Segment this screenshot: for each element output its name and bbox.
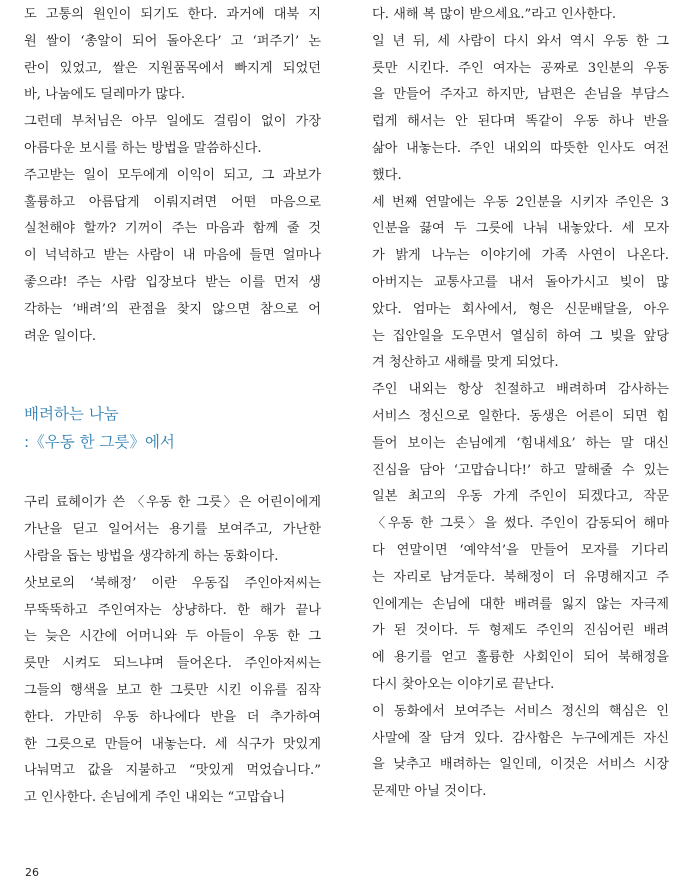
text-line: 아름다운 보시를 하는 방법을 말씀하신다. (24, 140, 262, 156)
section-heading-title: 배려하는 나눔 (24, 405, 119, 424)
text-line: 럽게 해서는 안 된다며 똑같이 우동 하나 반을 (372, 114, 669, 130)
text-line: 진심을 담아 ‘고맙습니다!’ 하고 말해줄 수 있는 (372, 462, 669, 478)
text-line: 들어 보이는 손님에게 ‘힘내세요’ 하는 말 대신 (372, 435, 669, 451)
text-line: 고 인사한다. 손님에게 주인 내외는 “고맙습니 (24, 790, 286, 806)
text-line: 는 자리로 남겨둔다. 북해정이 더 유명해지고 주 (372, 569, 669, 585)
text-line: 려운 일이다. (24, 328, 97, 344)
text-line: 다시 찾아오는 이야기로 끝난다. (372, 676, 555, 692)
text-line: 이 동화에서 보여주는 서비스 정신의 핵심은 인 (372, 703, 669, 719)
text-line: 바, 나눔에도 딜레마가 많다. (24, 87, 186, 103)
body-paragraph (372, 190, 669, 378)
text-line: 인에게는 손님에 대한 배려를 잃지 않는 자극제 (372, 596, 669, 612)
body-paragraph (24, 109, 321, 163)
text-line: 겨 청산하고 새해를 맞게 되었다. (372, 355, 559, 371)
text-line: 훌륭하고 아름답게 이뤄지려면 어떤 마음으로 (24, 194, 321, 210)
text-line: 는 집안일을 도우면서 열심히 하여 그 빚을 앞당 (372, 328, 669, 344)
section-heading-subtitle: :《우동 한 그릇》에서 (24, 433, 175, 452)
body-paragraph (372, 377, 669, 699)
text-line: 았다. 엄마는 회사에서, 형은 신문배달을, 아우 (372, 301, 669, 317)
text-line: 〈우동 한 그릇〉을 썼다. 주인이 감동되어 해마 (372, 516, 669, 532)
text-line: 했다. (372, 167, 402, 183)
text-line: 일 년 뒤, 세 사람이 다시 와서 역시 우동 한 그 (372, 33, 669, 49)
text-line: 에 용기를 얻고 훌륭한 사회인이 되어 북해정을 (372, 650, 669, 666)
text-line: 삶아 내놓는다. 주인 내외의 따뜻한 인사도 여전 (372, 140, 669, 156)
body-paragraph (24, 571, 321, 812)
text-line: 을 만들어 주자고 하지만, 남편은 손님을 부담스 (372, 87, 669, 103)
text-line: 릇만 시킨다. 주인 여자는 공짜로 3인분의 우동 (372, 60, 669, 76)
text-line: 한 그릇으로 만들어 내놓는다. 세 식구가 맛있게 (24, 736, 321, 752)
text-line: 가 밝게 나누는 이야기에 가족 사연이 나온다. (372, 248, 669, 264)
text-line: 실천해야 할까? 기꺼이 주는 마음과 함께 줄 것 (24, 221, 321, 237)
text-line: 삿보로의 ‘북해정’ 이란 우동집 주인아저씨는 (24, 575, 321, 591)
text-line: 문제만 아닐 것이다. (372, 784, 487, 800)
body-paragraph (372, 2, 669, 29)
text-line: 이 넉넉하고 받는 사람이 내 마음에 들면 얼마나 (24, 248, 321, 264)
text-line: 구리 료헤이가 쓴 〈우동 한 그릇〉은 어린이에게 (24, 495, 321, 511)
right-column (372, 2, 669, 806)
left-column (24, 2, 321, 812)
text-line: 세 번째 연말에는 우동 2인분을 시키자 주인은 3 (372, 194, 669, 210)
page-number: 26 (25, 866, 39, 879)
text-line: 원 쌀이 ‘총알이 되어 돌아온다’ 고 ‘퍼주기’ 논 (24, 33, 321, 49)
text-line: 주고받는 일이 모두에게 이익이 되고, 그 과보가 (24, 167, 321, 183)
text-line: 각하는 ‘배려’의 관점을 찾지 않으면 참으로 어 (24, 301, 321, 317)
text-line: 란이 있었고, 쌀은 지원품목에서 빠지게 되었던 (24, 60, 321, 76)
text-line: 나눠먹고 값을 지불하고 “맛있게 먹었습니다.” (24, 763, 321, 779)
text-line: 사람을 돕는 방법을 생각하게 하는 동화이다. (24, 548, 279, 564)
text-line: 을 낮추고 배려하는 일인데, 이것은 서비스 시장 (372, 757, 669, 773)
text-line: 한다. 가만히 우동 하나에다 반을 더 추가하여 (24, 709, 321, 725)
section-heading (24, 400, 321, 456)
text-line: 아버지는 교통사고를 내서 돌아가시고 빚이 많 (372, 274, 669, 290)
body-paragraph (24, 2, 321, 109)
text-line: 가난을 딛고 일어서는 용기를 보여주고, 가난한 (24, 522, 321, 538)
text-line: 다. 새해 복 많이 받으세요.”라고 인사한다. (372, 7, 617, 22)
body-paragraph (24, 490, 321, 570)
body-paragraph (372, 29, 669, 190)
text-line: 무뚝뚝하고 주인여자는 상냥하다. 한 해가 끝나 (24, 602, 321, 618)
text-line: 사말에 잘 담겨 있다. 감사함은 누구에게든 자신 (372, 730, 669, 746)
body-paragraph (24, 163, 321, 351)
text-line: 도 고통의 원인이 되기도 한다. 과거에 대북 지 (24, 7, 321, 22)
text-line: 릇만 시켜도 되느냐며 들어온다. 주인아저씨는 (24, 656, 321, 672)
text-line: 좋으랴! 주는 사람 입장보다 받는 이를 먼저 생 (24, 274, 321, 290)
text-line: 인분을 끓여 두 그릇에 나눠 내놓았다. 세 모자 (372, 221, 669, 237)
text-line: 주인 내외는 항상 친절하고 배려하며 감사하는 (372, 382, 669, 398)
body-paragraph (372, 699, 669, 806)
text-line: 는 늦은 시간에 어머니와 두 아들이 우동 한 그 (24, 629, 321, 645)
text-line: 가 된 것이다. 두 형제도 주인의 진심어린 배려 (372, 623, 669, 639)
text-line: 일본 최고의 우동 가게 주인이 되겠다고, 작문 (372, 489, 669, 505)
text-line: 그들의 행색을 보고 한 그릇만 시킨 이유를 짐작 (24, 682, 321, 698)
text-line: 그런데 부처님은 아무 일에도 걸림이 없이 가장 (24, 114, 321, 130)
text-line: 다 연말이면 ‘예약석’을 만들어 모자를 기다리 (372, 542, 669, 558)
text-line: 서비스 정신으로 일한다. 동생은 어른이 되면 힘 (372, 408, 669, 424)
